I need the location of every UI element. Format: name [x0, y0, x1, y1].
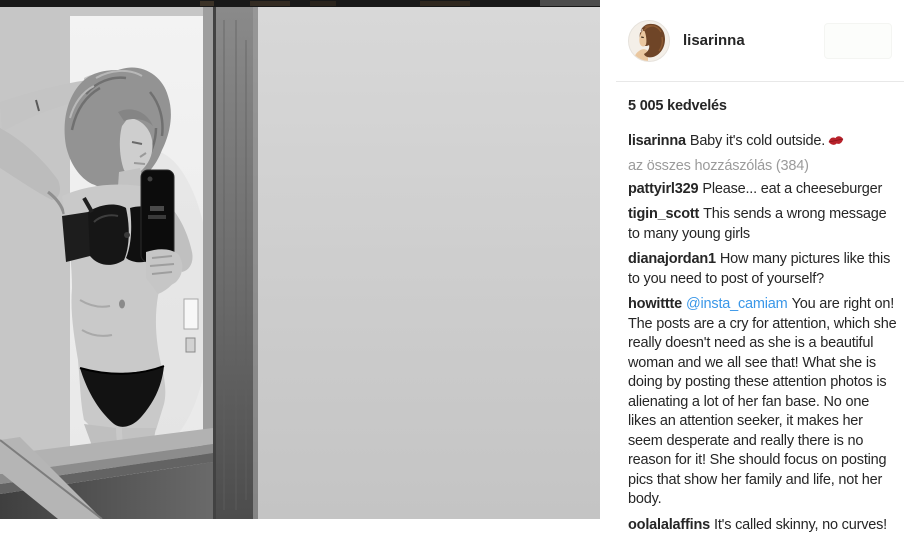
comment-username-link[interactable]: dianajordan1: [628, 251, 716, 267]
comments-list: [628, 180, 900, 535]
post-caption: [628, 132, 900, 152]
post-detail-panel: [616, 0, 904, 519]
faded-follow-button[interactable]: [824, 23, 892, 59]
comment-text: You are right on! The posts are a cry for attention, which she really doesn't need as she is a beautiful woman and we all see that! What she is doing by posting these attention photos is alienating a lot of her fan base. No one likes an attention seeker, it makes her seem desperate and really there is no reason for it! She should focus on posting pics that show her family and life, not her body.: [628, 296, 896, 507]
kiss-lips-emoji-icon: [828, 134, 845, 147]
comment-row: [628, 205, 900, 244]
caption-text: Baby it's cold outside.: [690, 133, 825, 149]
comment-row: [628, 180, 900, 200]
profile-avatar[interactable]: [628, 20, 670, 62]
comment-username-link[interactable]: oolalalaffins: [628, 517, 710, 533]
comment-text: This sends a wrong message to many young girls: [628, 206, 887, 242]
comment-username-link[interactable]: pattyirl329: [628, 181, 698, 197]
post-body: [616, 82, 904, 535]
view-all-comments-link[interactable]: az összes hozzászólás (384): [628, 158, 900, 174]
comment-username-link[interactable]: howittte: [628, 296, 682, 312]
comment-text: It's called skinny, no curves!: [714, 517, 887, 533]
comment-row: [628, 295, 900, 510]
post-header: [616, 0, 904, 82]
comment-text: Please... eat a cheeseburger: [702, 181, 882, 197]
caption-username-link[interactable]: lisarinna: [628, 133, 686, 149]
header-username-link[interactable]: lisarinna: [683, 32, 745, 49]
comment-row: [628, 250, 900, 289]
likes-count[interactable]: 5 005 kedvelés: [628, 98, 900, 114]
comment-row: [628, 516, 900, 535]
avatar-illustration-icon: [629, 21, 669, 61]
comment-text: How many pictures like this to you need to post of yourself?: [628, 251, 890, 287]
comment-mention-link[interactable]: @insta_camiam: [686, 296, 788, 312]
comment-username-link[interactable]: tigin_scott: [628, 206, 699, 222]
